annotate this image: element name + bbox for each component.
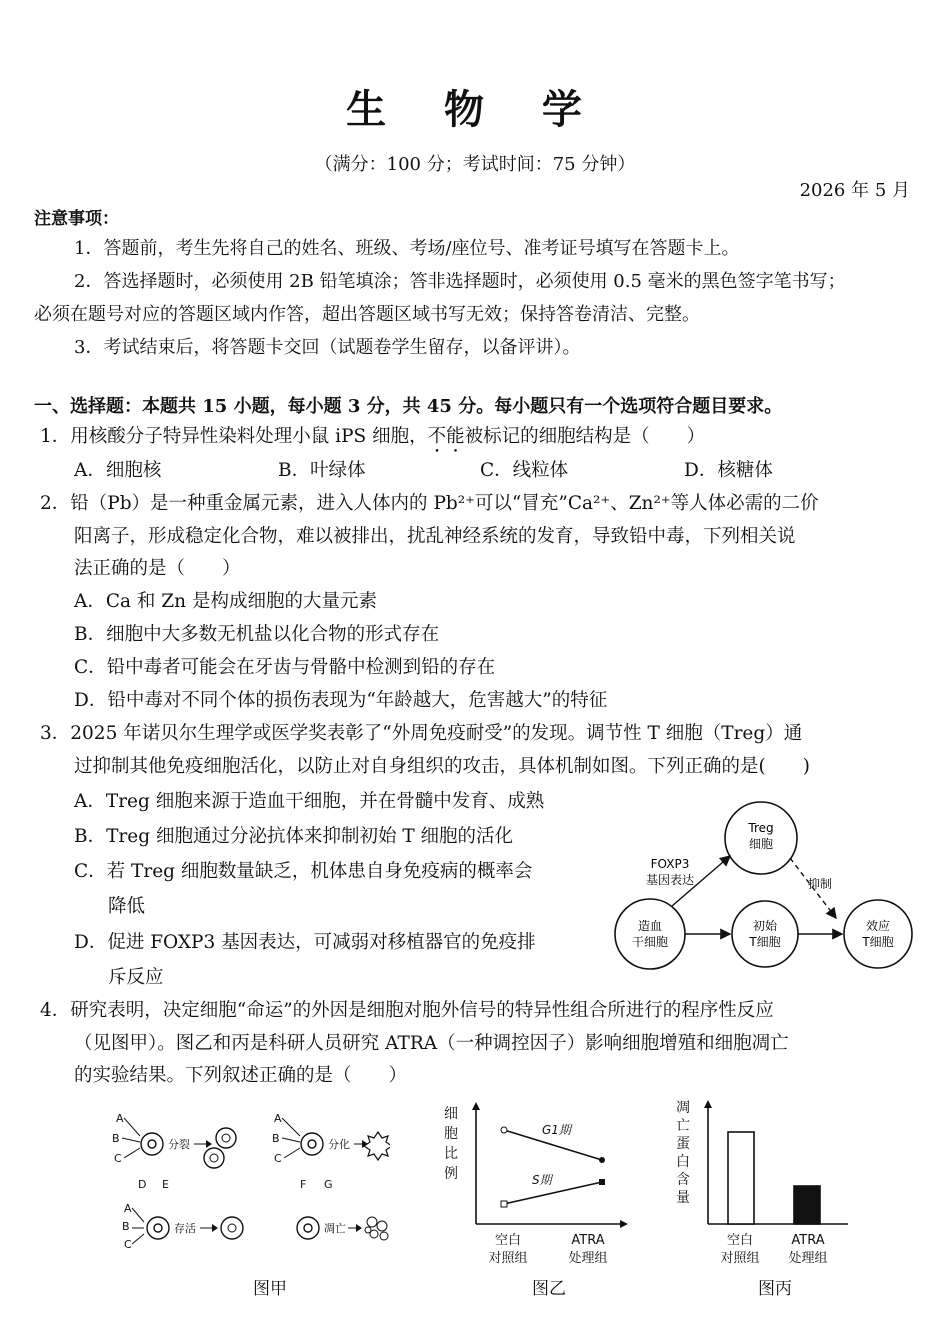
fc-x1-label-1: 空白	[726, 1233, 754, 1248]
figure-a-cell-fate	[110, 1108, 390, 1258]
q3-stem-line-2: 过抑制其他免疫细胞活化，以防止对自身组织的攻击，具体机制如图。下列正确的是( )	[74, 756, 810, 777]
hsc-node	[615, 899, 685, 969]
q1-option-b: B．叶绿体	[278, 460, 366, 481]
fc-ylabel-3: 蛋	[676, 1136, 690, 1152]
fa-r3-sig-a: A	[124, 1202, 132, 1215]
q2-stem-line-1: 2．铅（Pb）是一种重金属元素，进入人体内的 Pb²⁺可以“冒充”Ca²⁺、Zn²⁺等人体必需的二价	[40, 493, 819, 514]
q2-option-a: A．Ca 和 Zn 是构成细胞的大量元素	[74, 591, 377, 612]
q3-option-d: D．促进 FOXP3 基因表达，可减弱对移植器官的免疫排	[74, 932, 536, 953]
fa-r2-sig-a: A	[274, 1112, 282, 1125]
fa-survive-label: 存活	[174, 1222, 196, 1235]
notice-item-3: 3．考试结束后，将答题卡交回（试题卷学生留存，以备评讲）。	[74, 337, 581, 358]
fb-point-g1-control	[501, 1127, 507, 1133]
fa-r2-sig-c: C	[274, 1152, 282, 1165]
fb-ylabel-1: 细	[444, 1106, 458, 1122]
notice-item-1: 1．答题前，考生先将自己的姓名、班级、考场/座位号、准考证号填写在答题卡上。	[74, 238, 740, 259]
fa-apoptosis-label: 凋亡	[324, 1222, 346, 1235]
fb-series-g1-label: G1期	[542, 1123, 571, 1137]
q3-stem-line-1: 3．2025 年诺贝尔生理学或医学奖表彰了“外周免疫耐受”的发现。调节性 T 细胞（Treg）通	[40, 723, 803, 744]
fa-r2-sig-g: G	[324, 1178, 333, 1191]
q4-stem-line-3: 的实验结果。下列叙述正确的是（ ）	[74, 1065, 408, 1086]
foxp3-label-1: FOXP3	[650, 857, 690, 871]
figure-b-cell-ratio-chart	[436, 1100, 636, 1270]
treg-label-2: 细胞	[748, 837, 774, 851]
q1-emphasis: 不能	[427, 426, 465, 447]
inhibit-label: 抑制	[807, 877, 833, 891]
q4-stem-line-1: 4．研究表明，决定细胞“命运”的外因是细胞对胞外信号的特异性组合所进行的程序性反应	[40, 1000, 774, 1021]
fb-point-g1-atra	[599, 1157, 605, 1163]
naive-label-1: 初始	[752, 919, 778, 933]
hsc-label-2: 干细胞	[631, 935, 669, 949]
fc-ylabel-2: 亡	[676, 1118, 690, 1134]
fb-ylabel-4: 例	[444, 1166, 458, 1182]
fa-r1-sig-e: E	[162, 1178, 169, 1191]
page-title: 生 物 学	[346, 87, 604, 133]
q2-option-d: D．铅中毒对不同个体的损伤表现为“年龄越大，危害越大”的特征	[74, 690, 608, 711]
fb-point-s-control	[501, 1201, 507, 1207]
q4-stem-line-2: （见图甲）。图乙和丙是科研人员研究 ATRA（一种调控因子）影响细胞增殖和细胞凋亡	[74, 1033, 789, 1054]
treg-mechanism-diagram	[610, 800, 920, 980]
section-heading: 一、选择题：本题共 15 小题，每小题 3 分，共 45 分。每小题只有一个选项符合题目要求。	[34, 396, 783, 417]
q3-option-b: B．Treg 细胞通过分泌抗体来抑制初始 T 细胞的活化	[74, 826, 514, 847]
treg-label-1: Treg	[748, 821, 774, 835]
fa-r2-sig-b: B	[272, 1132, 280, 1145]
fa-r1-sig-a: A	[116, 1112, 124, 1125]
fa-r1-sig-c: C	[114, 1152, 122, 1165]
fa-divide-label: 分裂	[168, 1138, 190, 1151]
exam-info: （满分：100 分；考试时间：75 分钟）	[314, 154, 636, 175]
fb-x2-label-2: 处理组	[568, 1251, 608, 1266]
fc-ylabel-6: 量	[676, 1190, 690, 1206]
q3-option-c-cont: 降低	[108, 896, 146, 917]
naive-label-2: T细胞	[749, 935, 781, 949]
exam-date: 2026 年 5 月	[799, 180, 910, 201]
q2-stem-line-3: 法正确的是（ ）	[74, 558, 241, 579]
q2-option-c: C．铅中毒者可能会在牙齿与骨骼中检测到铅的存在	[74, 657, 496, 678]
q1-option-a: A．细胞核	[74, 460, 162, 481]
fc-ylabel-1: 凋	[676, 1100, 690, 1116]
q2-option-b: B．细胞中大多数无机盐以化合物的形式存在	[74, 624, 440, 645]
hsc-label-1: 造血	[637, 919, 663, 933]
q1-stem-part-b: 被标记的细胞结构是（ ）	[464, 426, 706, 447]
foxp3-label-2: 基因表达	[645, 873, 695, 887]
q2-stem-line-2: 阳离子，形成稳定化合物，难以被排出，扰乱神经系统的发育，导致铅中毒，下列相关说	[74, 526, 796, 547]
fc-bar-atra	[794, 1186, 820, 1224]
fb-x1-label-1: 空白	[494, 1233, 522, 1248]
q3-option-c: C．若 Treg 细胞数量缺乏，机体患自身免疫病的概率会	[74, 861, 533, 882]
fb-x2-label-1: ATRA	[571, 1233, 605, 1248]
fc-ylabel-5: 含	[676, 1172, 690, 1188]
notice-item-2-cont: 必须在题号对应的答题区域内作答，超出答题区域书写无效；保持答卷清洁、完整。	[34, 304, 700, 325]
fa-differentiate-label: 分化	[328, 1138, 350, 1151]
effector-label-2: T细胞	[862, 935, 894, 949]
figure-c-apoptosis-chart	[668, 1094, 868, 1270]
fa-r2-sig-f: F	[300, 1178, 307, 1191]
q1-stem-part-a: 1．用核酸分子特异性染料处理小鼠 iPS 细胞，	[40, 426, 428, 447]
fb-point-s-atra	[599, 1179, 605, 1185]
effector-t-node	[844, 900, 912, 968]
fc-x2-label-1: ATRA	[791, 1233, 825, 1248]
fa-r3-sig-c: C	[124, 1238, 132, 1251]
fb-ylabel-2: 胞	[444, 1126, 458, 1142]
q3-option-a: A．Treg 细胞来源于造血干细胞，并在骨髓中发育、成熟	[74, 791, 545, 812]
fc-x1-label-2: 对照组	[720, 1251, 760, 1266]
fa-r3-sig-b: B	[122, 1220, 130, 1233]
figure-a-caption: 图甲	[253, 1279, 287, 1299]
notice-item-2: 2．答选择题时，必须使用 2B 铅笔填涂；答非选择题时，必须使用 0.5 毫米的黑色签字笔书写；	[74, 271, 846, 292]
q1-option-d: D．核糖体	[684, 460, 773, 481]
fc-x2-label-2: 处理组	[788, 1251, 828, 1266]
figure-c-caption: 图丙	[758, 1279, 792, 1299]
question-1-stem	[40, 422, 705, 457]
figure-b-caption: 图乙	[532, 1279, 566, 1299]
fc-bar-control	[728, 1132, 754, 1224]
naive-t-node	[732, 901, 798, 967]
fb-x1-label-2: 对照组	[488, 1251, 528, 1266]
q1-option-c: C．线粒体	[480, 460, 569, 481]
fb-ylabel-3: 比	[444, 1146, 458, 1162]
fb-line-s	[504, 1182, 602, 1204]
fb-series-s-label: S期	[532, 1173, 552, 1187]
q3-option-d-cont: 斥反应	[108, 967, 164, 988]
fc-ylabel-4: 白	[676, 1154, 690, 1170]
fa-r1-sig-d: D	[138, 1178, 147, 1191]
fa-r1-sig-b: B	[112, 1132, 120, 1145]
effector-label-1: 效应	[865, 919, 891, 933]
notice-heading: 注意事项：	[34, 209, 119, 229]
